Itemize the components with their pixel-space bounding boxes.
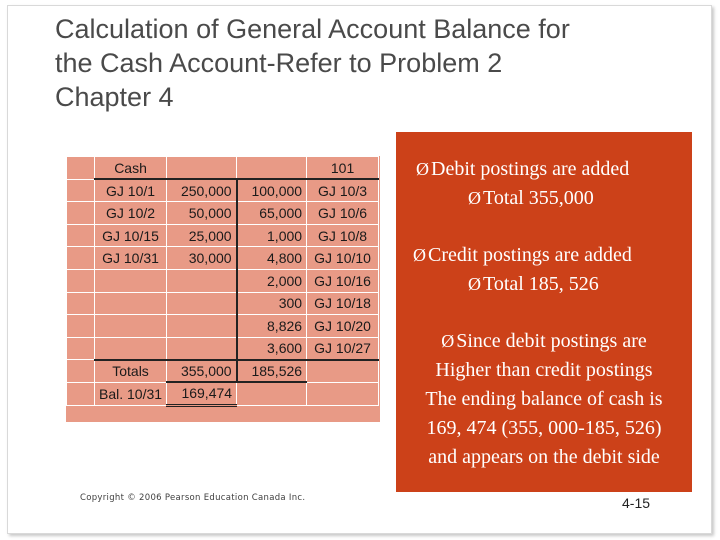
ledger-row xyxy=(67,337,379,360)
balance-spacer xyxy=(237,382,307,405)
since-line-4: 169, 474 (355, 000-185, 526) xyxy=(426,417,662,439)
conclusion-paragraph xyxy=(396,327,692,472)
credit-reference: GJ 10/6 xyxy=(307,202,379,225)
credit-reference: GJ 10/10 xyxy=(307,247,379,270)
debit-amount: 25,000 xyxy=(167,224,237,247)
arrow-bullet-icon: Ø xyxy=(441,331,455,351)
credit-amount: 8,826 xyxy=(237,315,307,338)
credit-amount: 100,000 xyxy=(237,179,307,202)
page-number: 4-15 xyxy=(622,495,651,511)
ledger-row xyxy=(67,179,379,202)
credit-reference: GJ 10/20 xyxy=(307,315,379,338)
credit-amount: 65,000 xyxy=(237,202,307,225)
header-spacer xyxy=(167,157,237,180)
debit-amount: 50,000 xyxy=(167,202,237,225)
credit-reference: GJ 10/27 xyxy=(307,337,379,360)
debit-amount: 250,000 xyxy=(167,179,237,202)
row-gutter xyxy=(67,315,95,338)
copyright-notice: Copyright © 2006 Pearson Education Canada Inc. xyxy=(80,493,306,503)
total-credit: 185,526 xyxy=(237,360,307,383)
debit-reference: GJ 10/15 xyxy=(95,224,167,247)
debit-reference: GJ 10/31 xyxy=(95,247,167,270)
explanation-callout xyxy=(396,132,692,492)
row-gutter xyxy=(67,224,95,247)
credit-total: Total 185, 526 xyxy=(483,273,599,295)
row-gutter xyxy=(67,382,95,405)
credit-reference: GJ 10/8 xyxy=(307,224,379,247)
slide-title xyxy=(55,12,675,114)
debit-amount xyxy=(167,337,237,360)
credit-amount: 1,000 xyxy=(237,224,307,247)
account-name: Cash xyxy=(95,157,167,180)
t-account-table xyxy=(66,156,379,407)
title-line-1: Calculation of General Account Balance for xyxy=(55,14,570,44)
ledger-row xyxy=(67,269,379,292)
balance-label: Bal. 10/31 xyxy=(95,382,167,405)
ledger-row xyxy=(67,202,379,225)
credit-total-bullet xyxy=(468,270,599,299)
since-line-1: Since debit postings are xyxy=(456,330,647,352)
debit-amount xyxy=(167,315,237,338)
arrow-bullet-icon: Ø xyxy=(413,245,426,265)
row-gutter xyxy=(67,292,95,315)
debit-amount: 30,000 xyxy=(167,247,237,270)
since-line-3: The ending balance of cash is xyxy=(425,388,663,410)
credit-bullet xyxy=(413,241,632,270)
credit-reference: GJ 10/18 xyxy=(307,292,379,315)
arrow-bullet-icon: Ø xyxy=(416,159,429,179)
debit-amount xyxy=(167,292,237,315)
credit-amount: 4,800 xyxy=(237,247,307,270)
arrow-bullet-icon: Ø xyxy=(468,188,481,208)
debit-reference: GJ 10/2 xyxy=(95,202,167,225)
ledger-row xyxy=(67,315,379,338)
cash-t-account xyxy=(66,156,380,422)
title-line-3: Chapter 4 xyxy=(55,82,174,112)
arrow-bullet-icon: Ø xyxy=(468,274,481,294)
credit-reference: GJ 10/16 xyxy=(307,269,379,292)
t-account-header-row xyxy=(67,157,379,180)
credit-reference: GJ 10/3 xyxy=(307,179,379,202)
ledger-row xyxy=(67,247,379,270)
credit-amount: 300 xyxy=(237,292,307,315)
debit-total: Total 355,000 xyxy=(483,187,594,209)
account-number: 101 xyxy=(307,157,379,180)
debit-reference: GJ 10/1 xyxy=(95,179,167,202)
header-spacer xyxy=(237,157,307,180)
conclusion-line-1 xyxy=(396,327,692,356)
debit-heading: Debit postings are added xyxy=(431,158,630,180)
credit-amount: 3,600 xyxy=(237,337,307,360)
debit-bullet xyxy=(416,155,629,184)
debit-amount xyxy=(167,269,237,292)
row-gutter xyxy=(67,247,95,270)
total-debit: 355,000 xyxy=(167,360,237,383)
since-line-5: and appears on the debit side xyxy=(428,446,660,468)
row-gutter xyxy=(67,360,95,383)
debit-reference xyxy=(95,315,167,338)
ledger-row xyxy=(67,224,379,247)
balance-spacer xyxy=(307,382,379,405)
totals-row xyxy=(67,360,379,383)
title-line-2: the Cash Account-Refer to Problem 2 xyxy=(55,48,503,78)
row-gutter xyxy=(67,337,95,360)
debit-reference xyxy=(95,269,167,292)
credit-amount: 2,000 xyxy=(237,269,307,292)
ledger-row xyxy=(67,292,379,315)
since-line-2: Higher than credit postings xyxy=(435,359,653,381)
totals-label: Totals xyxy=(95,360,167,383)
row-gutter xyxy=(67,157,95,180)
credit-heading: Credit postings are added xyxy=(428,244,632,266)
totals-spacer xyxy=(307,360,379,383)
balance-amount: 169,474 xyxy=(167,382,237,405)
row-gutter xyxy=(67,202,95,225)
row-gutter xyxy=(67,269,95,292)
debit-reference xyxy=(95,292,167,315)
debit-reference xyxy=(95,337,167,360)
debit-total-bullet xyxy=(468,184,594,213)
balance-row xyxy=(67,382,379,405)
row-gutter xyxy=(67,179,95,202)
